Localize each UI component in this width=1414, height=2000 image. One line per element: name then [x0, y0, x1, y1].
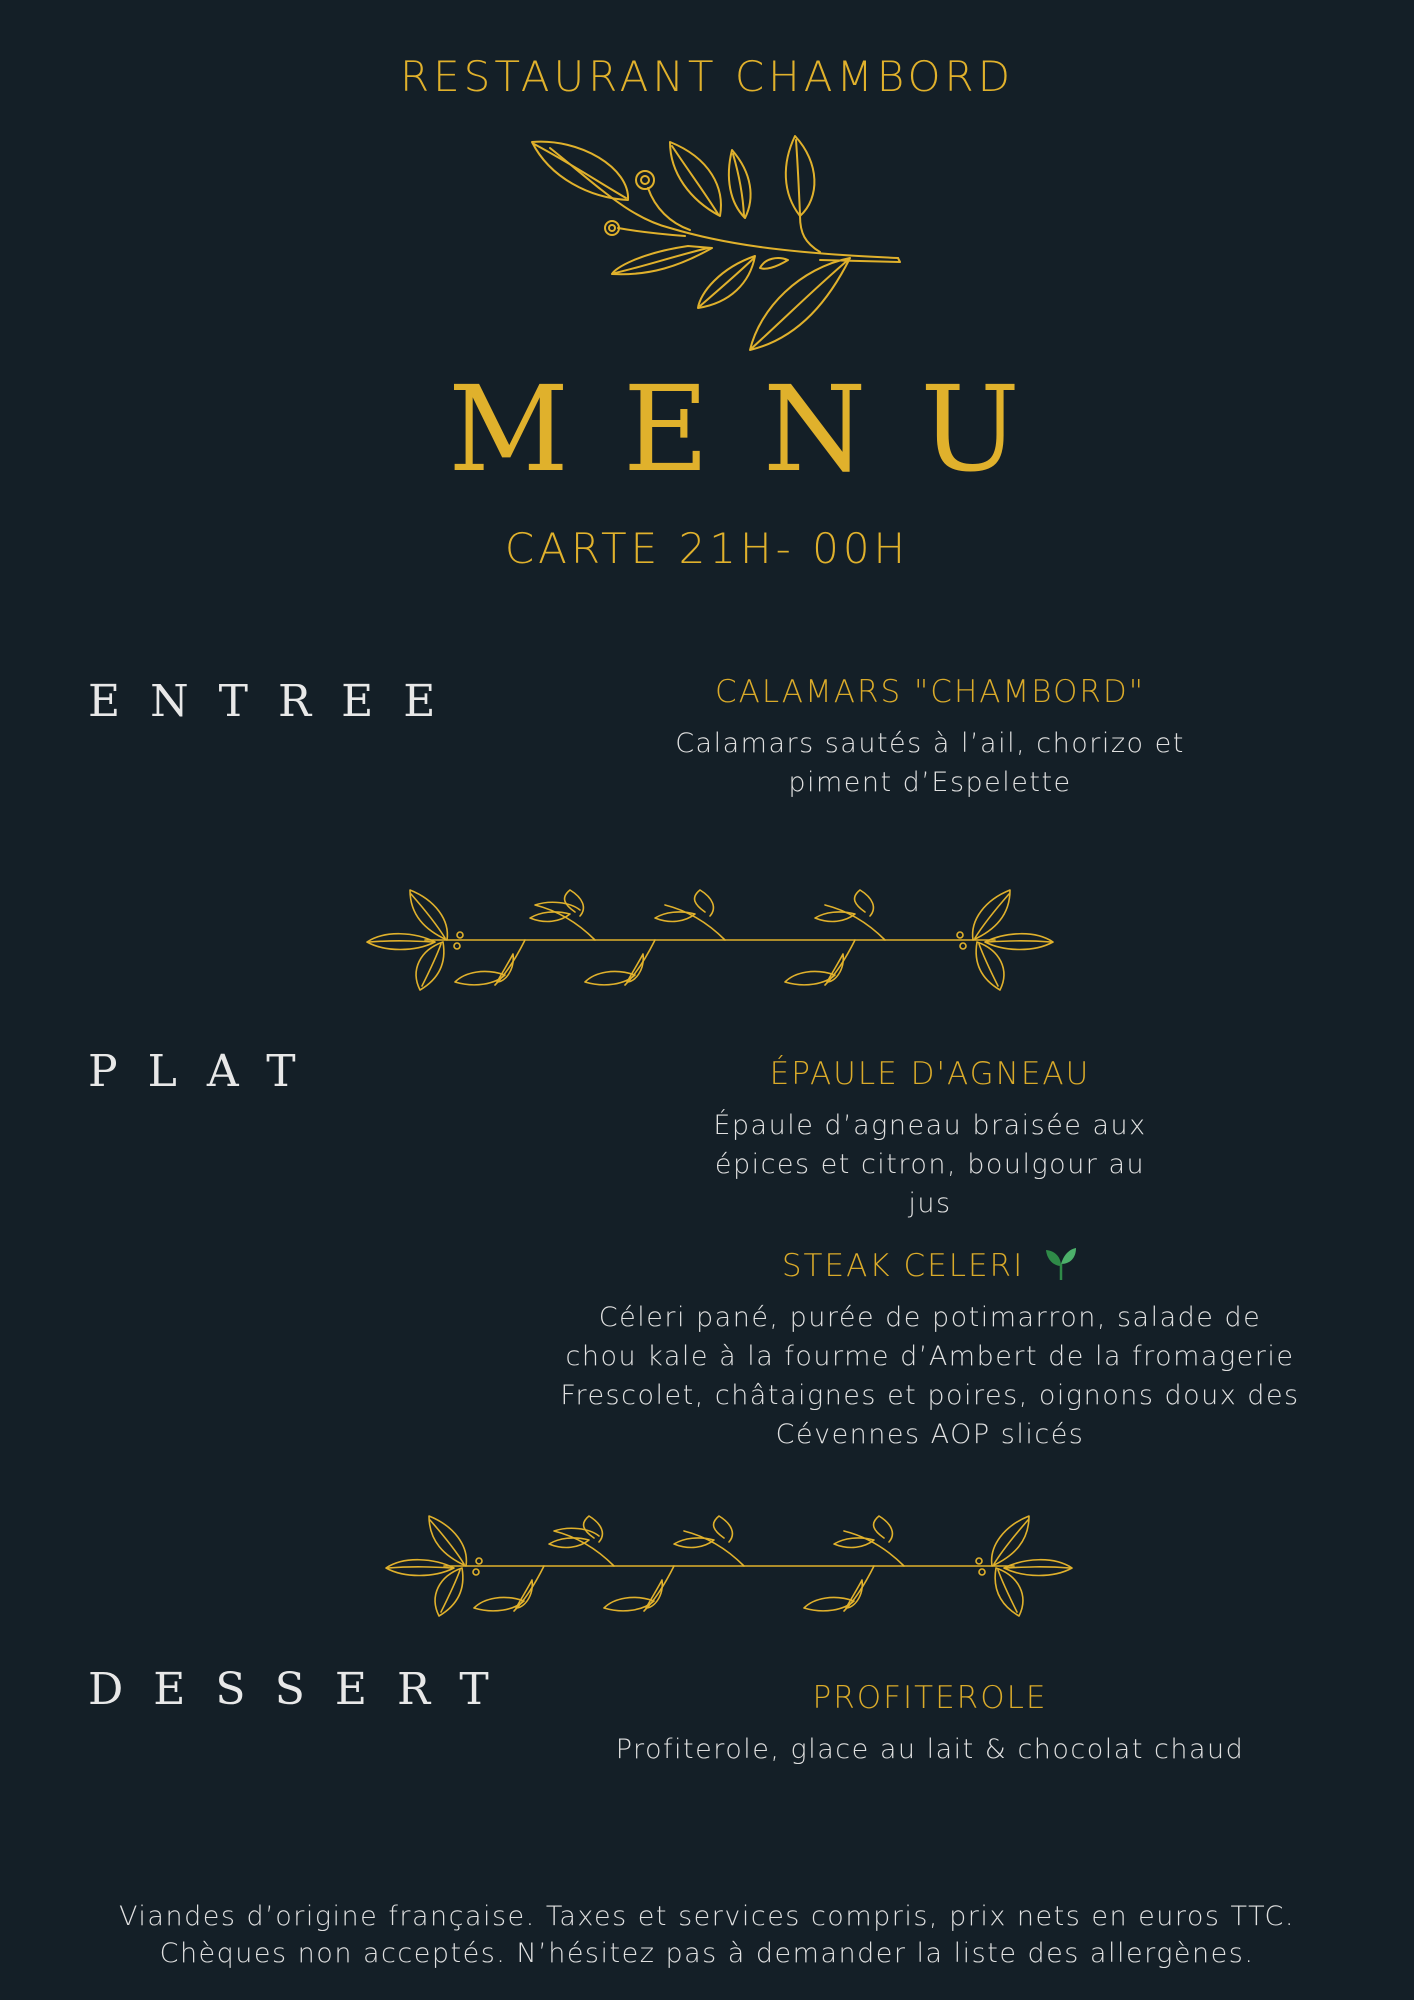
dish-name: CALAMARS "CHAMBORD" [714, 674, 1146, 710]
leaf-divider-icon [384, 1506, 1074, 1626]
footer-note [0, 1898, 1414, 1972]
dish-description: Céleri pané, purée de potimarron, salade de chou kale à la fourme d’Ambert de la fromagerie Frescolet, châtaignes et poires, oignons doux des Cévennes AOP slicés [560, 1302, 1300, 1450]
dish-epaule-agneau [560, 1056, 1300, 1223]
seedling-icon [1044, 1246, 1078, 1282]
dish-profiterole [560, 1680, 1300, 1769]
olive-branch-icon [520, 128, 910, 368]
restaurant-name: RESTAURANT CHAMBORD [399, 52, 1015, 101]
dish-steak-celeri [560, 1246, 1300, 1454]
dish-name: PROFITEROLE [812, 1680, 1048, 1716]
section-title-entree: ENTREE [88, 676, 466, 727]
dish-calamars [560, 674, 1300, 802]
dish-name-row [560, 1246, 1300, 1284]
menu-hours: CARTE 21H- 00H [504, 524, 910, 573]
footer-line: Chèques non acceptés. N’hésitez pas à demander la liste des allergènes. [159, 1938, 1255, 1969]
dish-description: Calamars sautés à l’ail, chorizo et piment d’Espelette [675, 728, 1185, 798]
section-title-dessert: DESSERT [88, 1664, 519, 1715]
dish-name: ÉPAULE D'AGNEAU [769, 1056, 1091, 1092]
leaf-divider-icon [365, 880, 1055, 1000]
section-title-plat: PLAT [88, 1046, 326, 1097]
footer-line: Viandes d’origine française. Taxes et services compris, prix nets en euros TTC. [119, 1901, 1295, 1932]
dish-description: Profiterole, glace au lait & chocolat chaud [615, 1734, 1245, 1765]
dish-name: STEAK CELERI [781, 1248, 1025, 1284]
dish-description: Épaule d’agneau braisée aux épices et citron, boulgour au jus [713, 1110, 1147, 1219]
menu-title: MENU [448, 360, 1074, 498]
